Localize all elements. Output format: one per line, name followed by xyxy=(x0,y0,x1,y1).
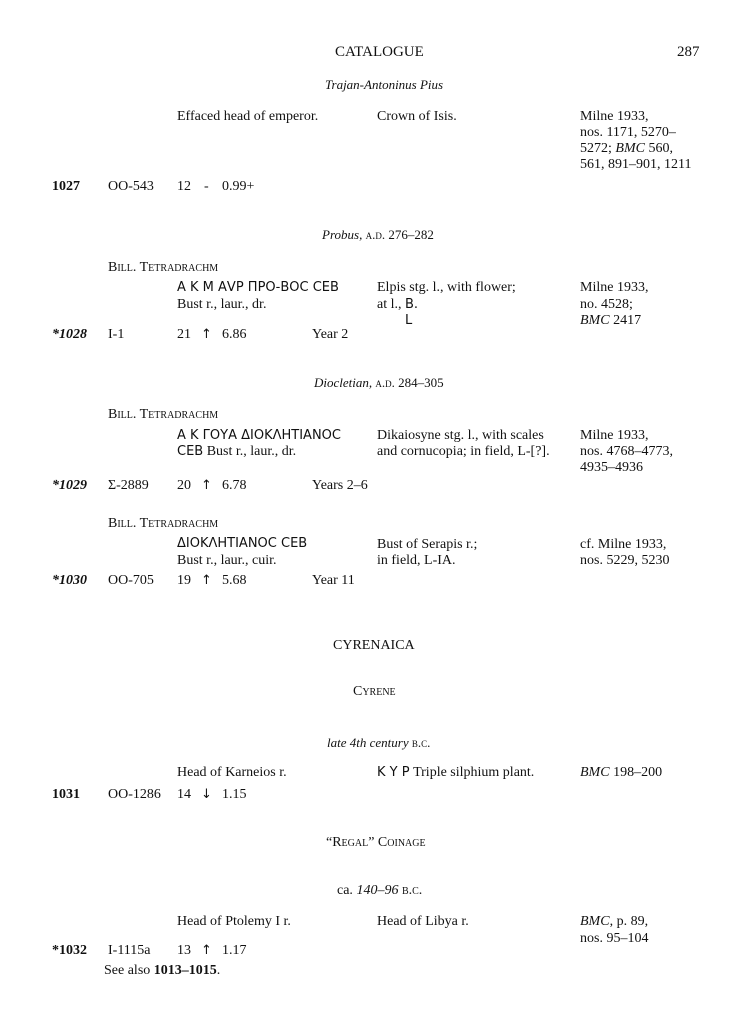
region-heading: CYRENAICA xyxy=(333,638,415,653)
obverse-description: Bust r., laur., dr. xyxy=(177,297,267,312)
obverse-legend: Α Κ ΓΟΥΑ ΔΙΟΚΛΗΤΙΑΝΟϹ xyxy=(177,428,341,443)
reverse-description: Dikaiosyne stg. l., with scales xyxy=(377,428,544,443)
period-heading: late 4th century b.c. xyxy=(327,735,431,750)
inventory-number: I-1 xyxy=(108,327,125,342)
die-axis-arrow-icon: ↑ xyxy=(201,943,212,958)
die-axis-arrow-icon: ↑ xyxy=(201,327,212,342)
coin-size: 19 xyxy=(177,573,191,588)
page-title: CATALOGUE xyxy=(335,44,424,60)
reverse-description: Elpis stg. l., with flower; xyxy=(377,280,516,295)
page-number: 287 xyxy=(677,44,700,60)
inventory-number: OO-705 xyxy=(108,573,154,588)
die-axis-arrow-icon: ↑ xyxy=(201,478,212,493)
inventory-number: I-1115a xyxy=(108,943,151,958)
see-also-note: See also 1013–1015. xyxy=(104,963,221,978)
die-axis: - xyxy=(204,179,209,194)
coin-weight: 0.99+ xyxy=(222,179,255,194)
obverse-legend: Α Κ Μ ΑVΡ ΠΡΟ-ΒΟϹ ϹΕΒ xyxy=(177,280,339,295)
coin-size: 12 xyxy=(177,179,191,194)
reverse-description: in field, L-ΙΑ. xyxy=(377,553,456,568)
coin-size: 14 xyxy=(177,787,191,802)
series-heading: “Regal” Coinage xyxy=(326,835,426,850)
reverse-description: and cornucopia; in field, L-[?]. xyxy=(377,444,550,459)
reference-line: BMC 2417 xyxy=(580,313,642,328)
coin-size: 21 xyxy=(177,327,191,342)
period-heading: ca. 140–96 b.c. xyxy=(337,883,423,898)
coin-weight: 6.86 xyxy=(222,327,247,342)
reference-line: 5272; BMC 560, xyxy=(580,141,673,156)
denomination-label: Bill. Tetradrachm xyxy=(108,260,219,275)
catalogue-number: 1027 xyxy=(52,179,80,194)
section-heading-diocletian: Diocletian, a.d. 284–305 xyxy=(314,375,444,390)
reference-line: Milne 1933, xyxy=(580,109,649,124)
denomination-label: Bill. Tetradrachm xyxy=(108,516,219,531)
die-axis-arrow-icon: ↑ xyxy=(201,573,212,588)
reference-line: nos. 5229, 5230 xyxy=(580,553,670,568)
reverse-description: at l., Β. xyxy=(377,297,419,312)
catalogue-number: *1029 xyxy=(52,478,87,493)
reference-line: nos. 4768–4773, xyxy=(580,444,673,459)
die-axis-arrow-icon: ↓ xyxy=(201,787,212,802)
catalogue-number: *1030 xyxy=(52,573,87,588)
reference-line: no. 4528; xyxy=(580,297,633,312)
reverse-description: Crown of Isis. xyxy=(377,109,457,124)
obverse-description: Effaced head of emperor. xyxy=(177,109,319,124)
coin-size: 13 xyxy=(177,943,191,958)
reverse-field-letter: L xyxy=(405,313,413,328)
inventory-number: OO-543 xyxy=(108,179,154,194)
obverse-legend: ΔΙΟΚΛΗΤΙΑΝΟϹ ϹΕΒ xyxy=(177,536,308,551)
section-heading-probus: Probus, a.d. 276–282 xyxy=(322,227,434,242)
denomination-label: Bill. Tetradrachm xyxy=(108,407,219,422)
reference-line: 4935–4936 xyxy=(580,460,643,475)
reference-line: 561, 891–901, 1211 xyxy=(580,157,692,172)
obverse-description: Head of Karneios r. xyxy=(177,765,287,780)
catalogue-number: *1032 xyxy=(52,943,87,958)
section-heading-trajan: Trajan-Antoninus Pius xyxy=(325,77,444,92)
reference-line: cf. Milne 1933, xyxy=(580,537,667,552)
coin-weight: 5.68 xyxy=(222,573,247,588)
reverse-description: Κ Υ Ρ Triple silphium plant. xyxy=(377,765,535,780)
coin-weight: 6.78 xyxy=(222,478,247,493)
reference-line: BMC, p. 89, xyxy=(580,914,649,929)
inventory-number: Σ-2889 xyxy=(108,478,149,493)
reference-line: nos. 95–104 xyxy=(580,931,649,946)
reference-line: BMC 198–200 xyxy=(580,765,663,780)
coin-weight: 1.17 xyxy=(222,943,247,958)
reference-line: nos. 1171, 5270– xyxy=(580,125,676,140)
regnal-year: Years 2–6 xyxy=(312,478,368,493)
coin-weight: 1.15 xyxy=(222,787,247,802)
coin-size: 20 xyxy=(177,478,191,493)
obverse-description: ϹΕΒ Bust r., laur., dr. xyxy=(177,444,297,459)
catalogue-number: *1028 xyxy=(52,327,87,342)
mint-heading: Cyrene xyxy=(353,684,396,699)
regnal-year: Year 11 xyxy=(312,573,355,588)
reverse-description: Head of Libya r. xyxy=(377,914,469,929)
obverse-description: Bust r., laur., cuir. xyxy=(177,553,277,568)
obverse-description: Head of Ptolemy I r. xyxy=(177,914,291,929)
inventory-number: OO-1286 xyxy=(108,787,161,802)
regnal-year: Year 2 xyxy=(312,327,349,342)
reference-line: Milne 1933, xyxy=(580,280,649,295)
catalogue-number: 1031 xyxy=(52,787,80,802)
reference-line: Milne 1933, xyxy=(580,428,649,443)
reverse-description: Bust of Serapis r.; xyxy=(377,537,478,552)
